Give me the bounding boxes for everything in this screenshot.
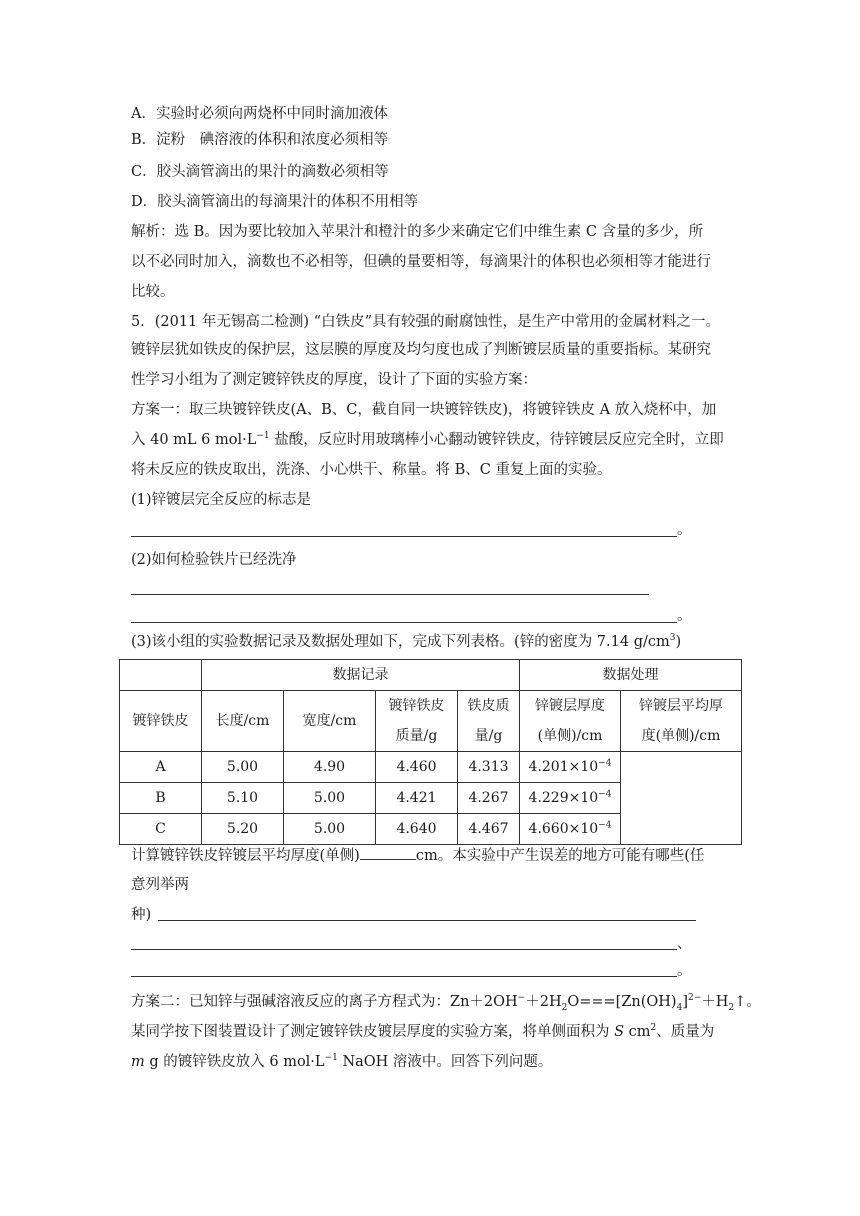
plan-2-line-2: 某同学按下图装置设计了测定镀锌铁皮镀层厚度的实验方案，将单侧面积为 S $cm^2$、质量为 [131,1023,715,1040]
analysis-line-1: 解析：选 B。因为要比较加入苹果汁和橙汁的多少来确定它们中维生素 C 含量的多少，所 [131,224,704,240]
col-header-sample: 镀锌铁皮 [120,691,202,752]
error-question-line-3: 种) [131,907,152,923]
col-header-width: 宽度/cm [284,691,376,752]
average-thickness-blank[interactable] [360,845,416,860]
period-mark: 。 [677,608,692,624]
answer-blank-3b[interactable] [131,949,677,950]
error-question-line-2: 意列举两 [131,877,189,893]
col-header-average-thickness: 锌镀层平均厚 度(单侧)/cm [621,691,742,752]
question-5-line-3: 性学习小组为了测定镀锌铁皮的厚度，设计了下面的实验方案： [131,372,537,388]
col-header-iron-mass: 铁皮质 量/g [458,691,520,752]
cell-average-thickness-blank[interactable] [621,752,742,845]
cell-iron-mass: 4.267 [458,783,520,814]
option-c: C．胶头滴管滴出的果汁的滴数必须相等 [131,164,389,180]
option-b: B．淀粉 碘溶液的体积和浓度必须相等 [131,132,389,148]
cell-length: 5.20 [202,814,284,845]
plan-2-line-1: 方案二：已知锌与强碱溶液反应的离子方程式为：$Zn+2OH^-+2H_2O===[Zn(OH)_4]^{2-}+H_2↑$。 [131,993,761,1013]
period-mark: 。 [677,963,692,979]
cell-thickness: $4.229\times 10^{-4}$ [520,783,621,814]
period-mark: 。 [677,522,692,538]
analysis-line-3: 比较。 [131,284,175,300]
cell-width: 5.00 [284,783,376,814]
cell-plated-mass: 4.460 [376,752,458,783]
answer-blank-3c[interactable] [131,976,677,977]
option-d: D．胶头滴管滴出的每滴果汁的体积不用相等 [131,194,419,210]
plan-1-line-2: 入 40 mL 6 $mol\cdot L^{-1}$ 盐酸，反应时用玻璃棒小心翻动镀锌铁皮，待锌镀层反应完全时，立即 [131,431,724,448]
cell-sample: B [120,783,202,814]
cell-length: 5.10 [202,783,284,814]
cell-length: 5.00 [202,752,284,783]
sub-question-3: (3)该小组的实验数据记录及数据处理如下，完成下列表格。(锌的密度为 7.14 $g/cm^3$) [131,633,682,650]
question-5-line-1: 5．(2011 年无锡高二检测) “白铁皮”具有较强的耐腐蚀性，是生产中常用的金属材料之一。 [131,314,720,330]
col-header-thickness: 锌镀层厚度 (单侧)/cm [520,691,621,752]
cell-thickness: $4.660\times 10^{-4}$ [520,814,621,845]
cell-plated-mass: 4.640 [376,814,458,845]
data-table [119,659,742,845]
sub-question-2: (2)如何检验铁片已经洗净 [131,552,297,568]
analysis-line-2: 以不必同时加入，滴数也不必相等，但碘的量要相等，每滴果汁的体积也必须相等才能进行 [131,254,711,270]
col-header-plated-mass: 镀锌铁皮 质量/g [376,691,458,752]
option-a: A．实验时必须向两烧杯中同时滴加液体 [131,106,388,122]
table-group-record: 数据记录 [202,660,520,691]
table-row [120,752,742,783]
cell-plated-mass: 4.421 [376,783,458,814]
plan-2-line-3: m g 的镀锌铁皮放入 6 $mol\cdot L^{-1}$ NaOH 溶液中。回答下列问题。 [131,1053,553,1070]
answer-blank-3a[interactable] [158,920,696,921]
average-thickness-question: 计算镀锌铁皮锌镀层平均厚度(单侧) cm。本实验中产生误差的地方可能有哪些(任 [131,845,741,866]
answer-blank-2b[interactable] [131,622,677,623]
cell-iron-mass: 4.467 [458,814,520,845]
question-5-line-2: 镀锌层犹如铁皮的保护层，这层膜的厚度及均匀度也成了判断镀层质量的重要指标。某研究 [131,342,711,358]
table-group-process: 数据处理 [520,660,742,691]
table-corner-cell [120,660,202,691]
sub-question-1: (1)锌镀层完全反应的标志是 [131,492,312,508]
plan-1-line-3: 将未反应的铁皮取出，洗涤、小心烘干、称量。将 B、C 重复上面的实验。 [131,462,612,478]
cell-sample: C [120,814,202,845]
cell-sample: A [120,752,202,783]
cell-width: 4.90 [284,752,376,783]
answer-blank-1[interactable] [131,536,677,537]
cell-width: 5.00 [284,814,376,845]
cell-iron-mass: 4.313 [458,752,520,783]
comma-mark: 、 [677,936,692,952]
answer-blank-2a[interactable] [131,594,649,595]
col-header-length: 长度/cm [202,691,284,752]
plan-1-line-1: 方案一：取三块镀锌铁皮(A、B、C，截自同一块镀锌铁皮)，将镀锌铁皮 A 放入烧杯中，加 [131,402,717,418]
cell-thickness: $4.201\times 10^{-4}$ [520,752,621,783]
